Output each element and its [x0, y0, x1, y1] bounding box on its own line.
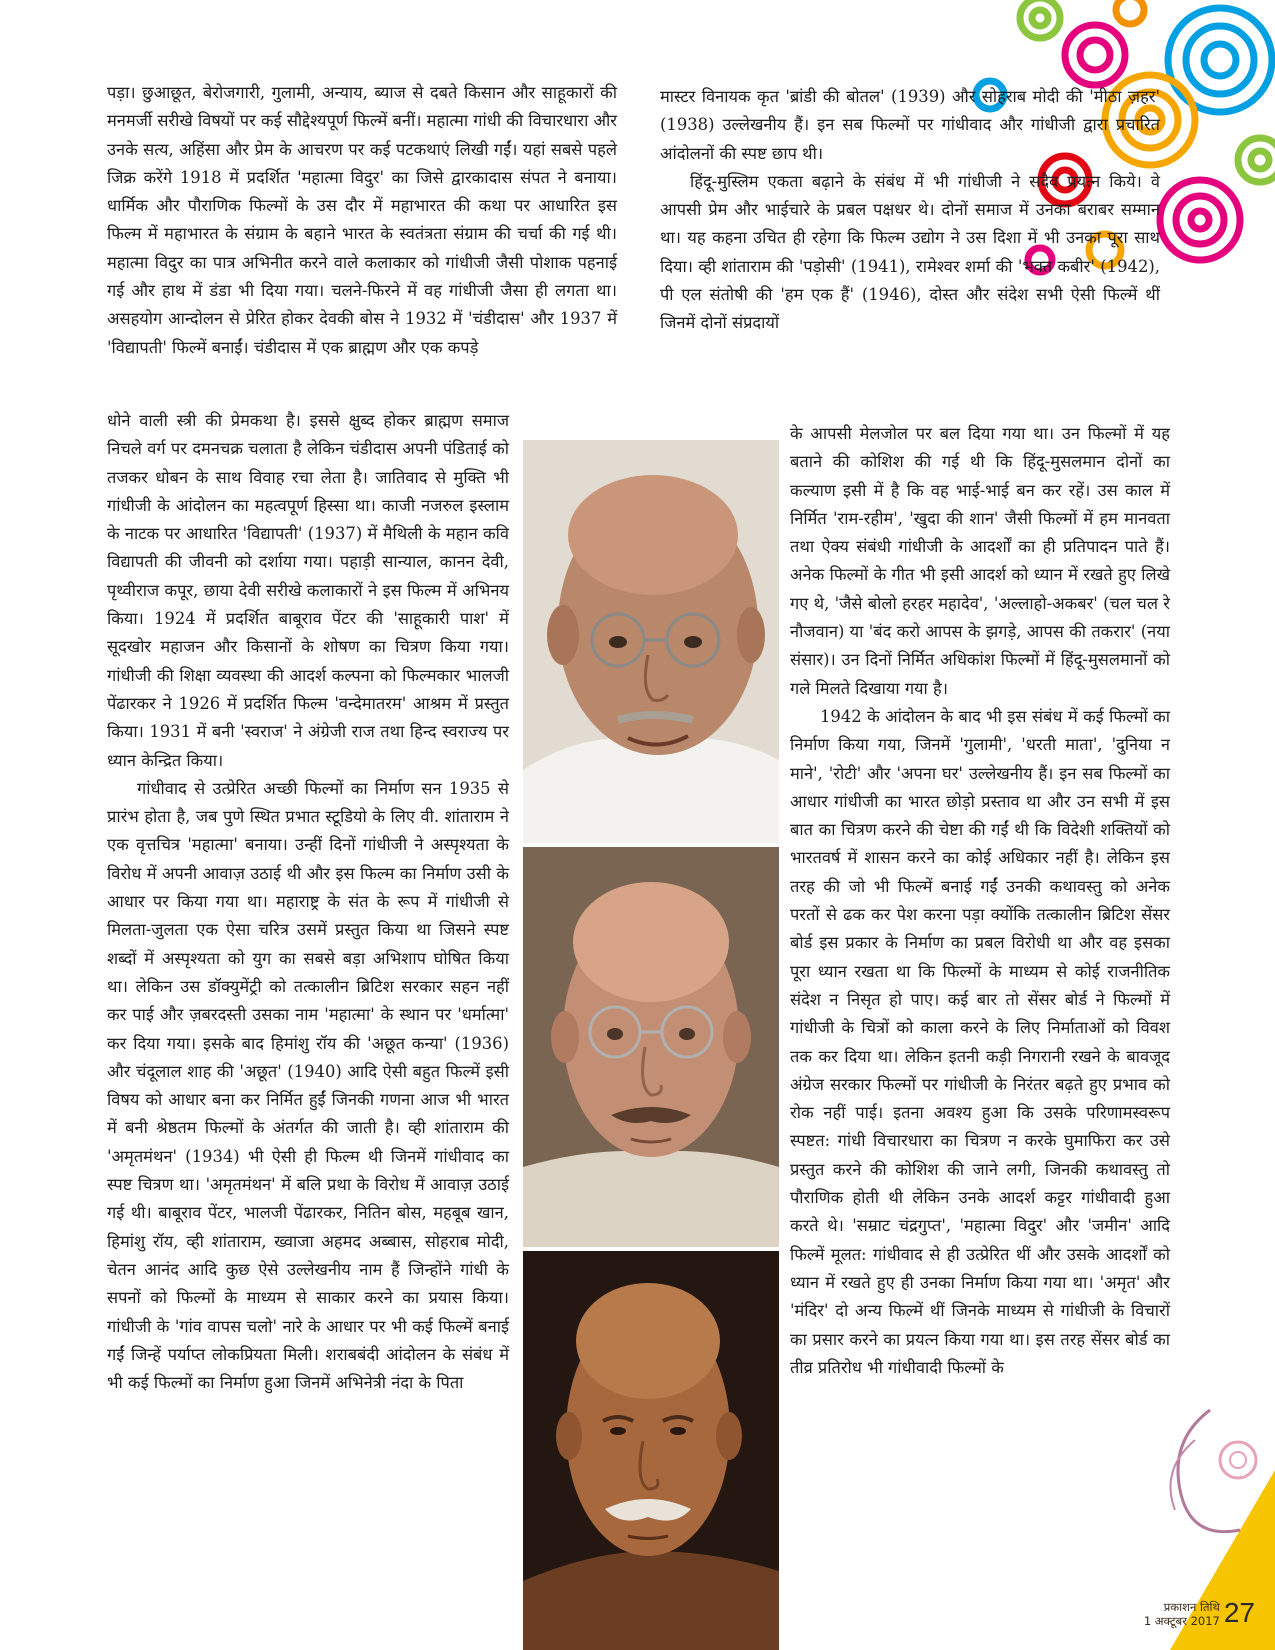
page-footer [1144, 1598, 1255, 1628]
paragraph: धोने वाली स्त्री की प्रेमकथा है। इससे क्षुब्द होकर ब्राह्मण समाज निचले वर्ग पर दमनचक्र चलाता है लेकिन चंडीदास अपनी पंडिताई को तजकर धोबन के साथ विवाह रचा लेता है। जातिवाद से मुक्ति भी गांधीजी के आंदोलन का महत्वपूर्ण हिस्सा था। काजी नजरुल इस्लाम के नाटक पर आधारित 'विद्यापती' (1937) में मैथिली के महान कवि विद्यापती की जीवनी को दर्शाया गया। पहाड़ी सान्याल, कानन देवी, पृथ्वीराज कपूर, छाया देवी सरीखे कलाकारों ने इस फिल्म में अभिनय किया। 1924 में प्रदर्शित बाबूराव पेंटर की 'साहूकारी पाश' में सूदखोर महाजन और किसानों के शोषण का चित्रण किया गया। गांधीजी की शिक्षा व्यवस्था की आदर्श कल्पना को फिल्मकार भालजी पेंढारकर ने 1926 में प्रदर्शित फिल्म 'वन्देमातरम' आश्रम में प्रस्तुत किया। 1931 में बनी 'स्वराज' ने अंग्रेजी राज तथा हिन्द स्वराज्य पर ध्यान केन्द्रित किया। [107, 411, 509, 770]
paragraph: गांधीवाद से उत्प्रेरित अच्छी फिल्मों का निर्माण सन 1935 से प्रारंभ होता है, जब पुणे स्थित प्रभात स्टूडियो के लिए वी. शांताराम ने एक वृत्तचित्र 'महात्मा' बनाया। उन्हीं दिनों गांधीजी ने अस्पृश्यता के विरोध में अपनी आवाज़ उठाई थी और इस फिल्म का निर्माण उसी के आधार पर किया गया था। महाराष्ट्र के संत के रूप में गांधीजी से मिलता-जुलता एक ऐसा चरित्र उसमें प्रस्तुत किया था जिसने स्पष्ट शब्दों में अस्पृश्यता को युग का सबसे बड़ा अभिशाप घोषित किया था। लेकिन उस डॉक्युमेंट्री को तत्कालीन ब्रिटिश सरकार सहन नहीं कर पाई और ज़बरदस्ती उसका नाम 'महात्मा' के स्थान पर 'धर्मात्मा' कर दिया गया। इसके बाद हिमांशु रॉय की 'अछूत कन्या' (1936) और चंदूलाल शाह की 'अछूत' (1940) आदि ऐसी बहुत फिल्में इसी विषय को आधार बना कर निर्मित हुईं जिनकी गणना आज भी भारत में बनी श्रेष्ठतम फिल्मों के अंतर्गत की जाती है। व्ही शांताराम की 'अमृतमंथन' (1934) भी ऐसी ही फिल्म थी जिनमें गांधीवाद का स्पष्ट चित्रण था। 'अमृतमंथन' में बलि प्रथा के विरोध में आवाज़ उठाई गई थी। बाबूराव पेंटर, भालजी पेंढारकर, नितिन बोस, महबूब खान, हिमांशु रॉय, व्ही शांताराम, ख्वाजा अहमद अब्बास, सोहराब मोदी, चेतन आनंद आदि कुछ ऐसे उल्लेखनीय नाम हैं जिन्होंने गांधी के सपनों को फिल्मों के माध्यम से साकार करने का प्रयास किया। गांधीजी के 'गांव वापस चलो' नारे के आधार पर भी कई फिल्में बनाई गईं जिन्हें पर्याप्त लोकप्रियता मिली। शराबबंदी आंदोलन के संबंध में भी कई फिल्मों का निर्माण हुआ जिनमें अभिनेत्री नंदा के पिता [107, 778, 509, 1393]
paragraph: हिंदू-मुस्लिम एकता बढ़ाने के संबंध में भी गांधीजी ने सदैव प्रयत्न किये। वे आपसी प्रेम और भाईचारे के प्रबल पक्षधर थे। दोनों समाज में उनका बराबर सम्मान था। यह कहना उचित ही रहेगा कि फिल्म उद्योग ने उस दिशा में भी उनका पूरा साथ दिया। व्ही शांताराम की 'पड़ोसी' (1941), रामेश्वर शर्मा की 'भक्त कबीर' (1942), पी एल संतोषी की 'हम एक हैं' (1946), दोस्त और संदेश सभी ऐसी फिल्में थीं जिनमें दोनों संप्रदायों [660, 171, 1160, 333]
publication-date: 1 अक्टूबर 2017 [1143, 1614, 1220, 1628]
paragraph: 1942 के आंदोलन के बाद भी इस संबंध में कई फिल्मों का निर्माण किया गया, जिनमें 'गुलामी', 'धरती माता', 'दुनिया न माने', 'रोटी' और 'अपना घर' उल्लेखनीय हैं। इन सब फिल्मों का आधार गांधीजी का भारत छोड़ो प्रस्ताव था और उन सभी में इस बात का चित्रण करने की चेष्टा की गईं थी कि विदेशी शक्तियों को भारतवर्ष में शासन करने का कोई अधिकार नहीं है। लेकिन इस तरह की जो भी फिल्में बनाई गईं उनकी कथावस्तु को अनेक परतों से ढक कर पेश करना पड़ा क्योंकि तत्कालीन ब्रिटिश सेंसर बोर्ड इस प्रकार के निर्माण का प्रबल विरोधी था और वह इसका पूरा ध्यान रखता था कि फिल्मों के माध्यम से कोई राजनीतिक संदेश न निसृत हो पाए। कई बार तो सेंसर बोर्ड ने फिल्मों में गांधीजी के चित्रों को काला करने के लिए निर्माताओं को विवश तक कर दिया था। लेकिन इतनी कड़ी निगरानी रखने के बावजूद अंग्रेज सरकार फिल्मों पर गांधीजी के निरंतर बढ़ते हुए प्रभाव को रोक नहीं पाई। इतना अवश्य हुआ कि उसके परिणामस्वरूप स्पष्टत: गांधी विचारधारा का चित्रण न करके घुमाफिरा कर उसे प्रस्तुत करने की कोशिश की जाने लगी, जिनकी कथावस्तु तो पौराणिक होती थी लेकिन उनके आदर्श कट्टर गांधीवादी हुआ करते थे। 'सम्राट चंद्रगुप्त', 'महात्मा विदुर' और 'जमीन' आदि फिल्में मूलत: गांधीवाद से ही उत्प्रेरित थीं और उसके आदर्शों को ध्यान में रखते हुए ही उनका निर्माण किया गया था। 'अमृत' और 'मंदिर' दो अन्य फिल्में थीं जिनके माध्यम से गांधीजी के विचारों का प्रसार करने का प्रयत्न किया गया था। इस तरह सेंसर बोर्ड का तीव्र प्रतिरोध भी गांधीवादी फिल्मों के [790, 706, 1170, 1377]
portrait-photo-1 [523, 440, 779, 843]
paragraph: मास्टर विनायक कृत 'ब्रांडी की बोतल' (1939) और सोहराब मोदी की 'मीठा ज़हर' (1938) उल्लेखनीय हैं। इन सब फिल्मों पर गांधीवाद और गांधीजी द्वारा प्रचारित आंदोलनों की स्पष्ट छाप थी। [660, 87, 1160, 163]
paragraph: पड़ा। छुआछूत, बेरोजगारी, गुलामी, अन्याय, ब्याज से दबते किसान और साहूकारों की मनमर्जी सरीखे विषयों पर कई सौद्देश्यपूर्ण फिल्में बनीं। महात्मा गांधी की विचारधारा और उनके सत्य, अहिंसा और प्रेम के आचरण पर कई पटकथाएं लिखी गईं। यहां सबसे पहले जिक्र करेंगे 1918 में प्रदर्शित 'महात्मा विदुर' का जिसे द्वारकादास संपत ने बनाया। धार्मिक और पौराणिक फिल्मों के उस दौर में महाभारत की कथा पर आधारित इस फिल्म में महाभारत के संग्राम के बहाने भारत के स्वतंत्रता संग्राम की चर्चा की गई थी। महात्मा विदुर का पात्र अभिनीत करने वाले कलाकार को गांधीजी जैसी पोशाक पहनाई गई और हाथ में डंडा भी दिया गया। चलने-फिरने में वह गांधीजी जैसा ही लगता था। असहयोग आन्दोलन से प्रेरित होकर देवकी बोस ने 1932 में 'चंडीदास' और 1937 में 'विद्यापती' फिल्में बनाईं। चंडीदास में एक ब्राह्मण और एक कपड़े [107, 83, 617, 357]
paragraph: के आपसी मेलजोल पर बल दिया गया था। उन फिल्मों में यह बताने की कोशिश की गई थी कि हिंदू-मुसलमान दोनों का कल्याण इसी में है कि वह भाई-भाई बन कर रहें। उस काल में निर्मित 'राम-रहीम', 'खुदा की शान' जैसी फिल्मों में हम मानवता तथा ऐक्य संबंधी गांधीजी के आदर्शों का ही प्रतिपादन पाते हैं। अनेक फिल्मों के गीत भी इसी आदर्श को ध्यान में रखते हुए लिखे गए थे, 'जैसे बोलो हरहर महादेव', 'अल्लाहो-अकबर' (चल चल रे नौजवान) या 'बंद करो आपस के झगड़े, आपस की तकरार' (नया संसार)। उन दिनों निर्मित अधिकांश फिल्मों में हिंदू-मुसलमानों को गले मिलते दिखाया गया है। [790, 424, 1170, 698]
article-text-right-bottom [790, 420, 1170, 1382]
article-text-left-bottom [107, 407, 509, 1397]
portrait-photo-3 [523, 1251, 779, 1650]
portrait-photo-2 [523, 847, 779, 1247]
page-number: 27 [1223, 1597, 1255, 1628]
article-text-left-top [107, 79, 617, 362]
article-text-right-top [660, 83, 1160, 338]
publication-info [1144, 1600, 1220, 1628]
publication-label: प्रकाशन तिथि [1163, 1600, 1220, 1614]
